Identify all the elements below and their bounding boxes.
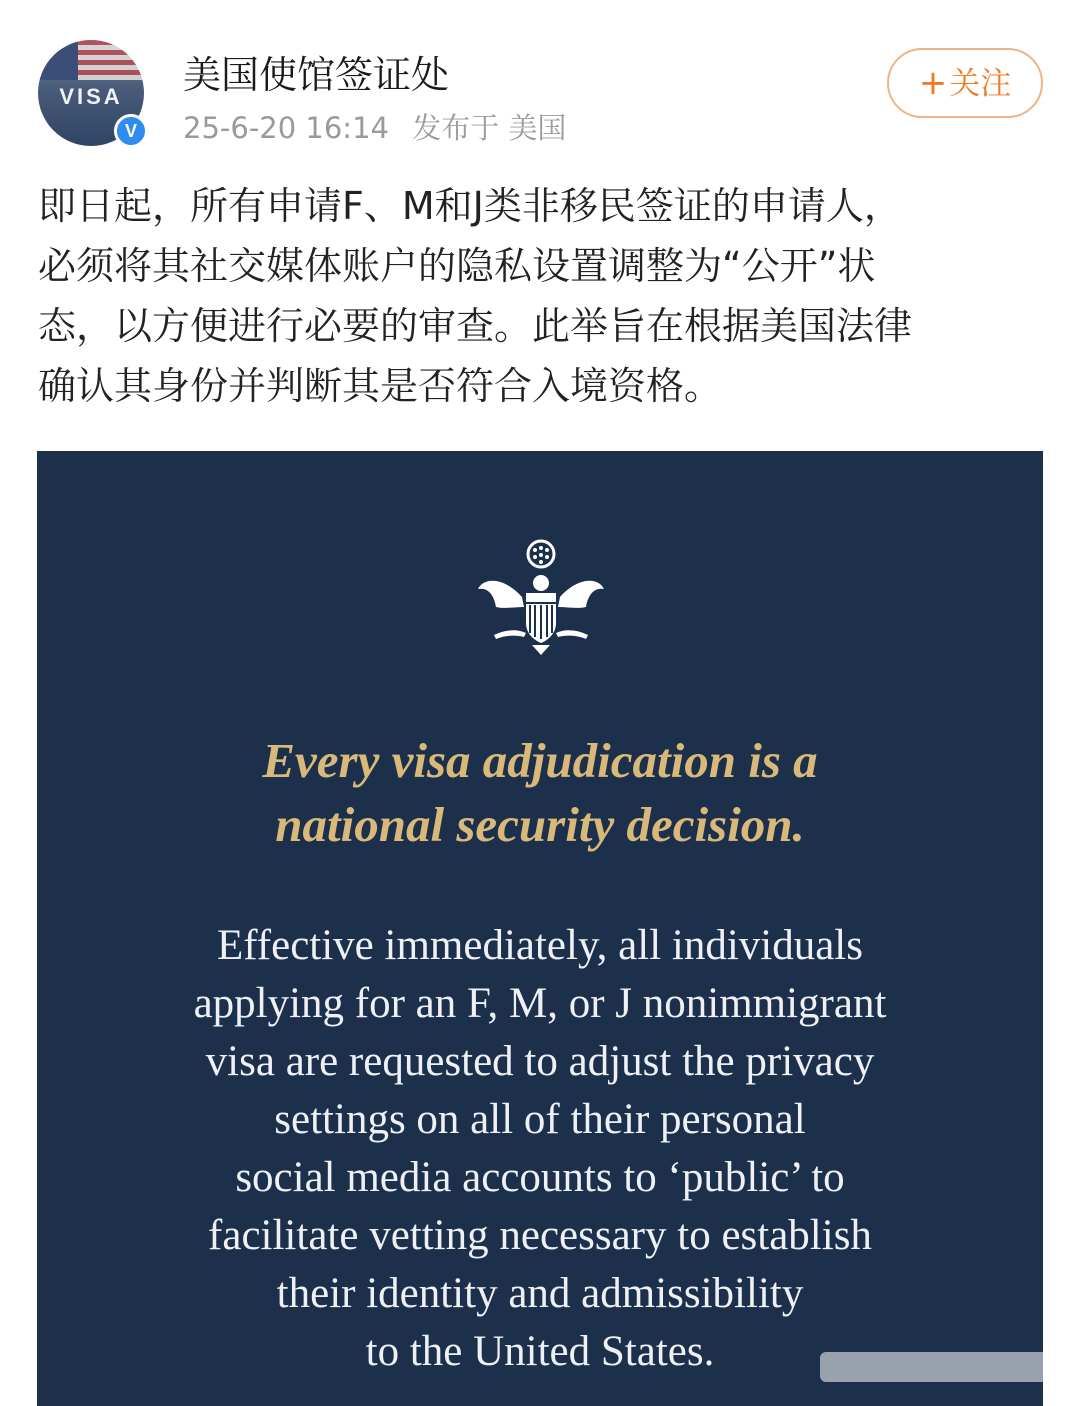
card-headline	[37, 729, 1043, 857]
avatar-visa-text: VISA	[59, 84, 123, 109]
card-body-text	[37, 917, 1043, 1381]
account-name[interactable]: 美国使馆签证处	[183, 53, 450, 97]
verified-badge-icon: V	[114, 114, 148, 148]
card-body-line: visa are requested to adjust the privacy	[205, 1038, 875, 1085]
follow-button-label: 关注	[949, 66, 1012, 102]
card-headline-line: national security decision.	[275, 797, 805, 852]
plus-icon: +	[918, 63, 948, 103]
post-text-line: 态，以方便进行必要的审查。此举旨在根据美国法律	[38, 304, 913, 348]
post-text-line: 即日起，所有申请F、M和J类非移民签证的申请人，	[38, 184, 902, 228]
card-body-line: social media accounts to ‘public’ to	[235, 1154, 845, 1201]
post-text	[38, 176, 1038, 416]
watermark	[820, 1352, 1056, 1382]
card-body-line: Effective immediately, all individuals	[216, 922, 863, 969]
card-body-line: to the United States.	[365, 1328, 715, 1375]
great-seal-icon	[474, 537, 608, 661]
post-image[interactable]	[37, 451, 1043, 1406]
post-text-line: 必须将其社交媒体账户的隐私设置调整为“公开”状	[38, 244, 876, 288]
post-location: 发布于 美国	[412, 111, 567, 145]
post-text-line: 确认其身份并判断其是否符合入境资格。	[38, 364, 723, 408]
post-timestamp: 25-6-20 16:14	[183, 111, 389, 145]
follow-button[interactable]	[887, 48, 1043, 118]
card-body-line: their identity and admissibility	[276, 1270, 804, 1317]
card-headline-line: Every visa adjudication is a	[262, 733, 818, 788]
card-body-line: settings on all of their personal	[274, 1096, 806, 1143]
card-body-line: applying for an F, M, or J nonimmigrant	[193, 980, 887, 1027]
post-meta	[183, 106, 580, 147]
card-body-line: facilitate vetting necessary to establish	[208, 1212, 872, 1259]
flag-canton	[38, 40, 78, 80]
